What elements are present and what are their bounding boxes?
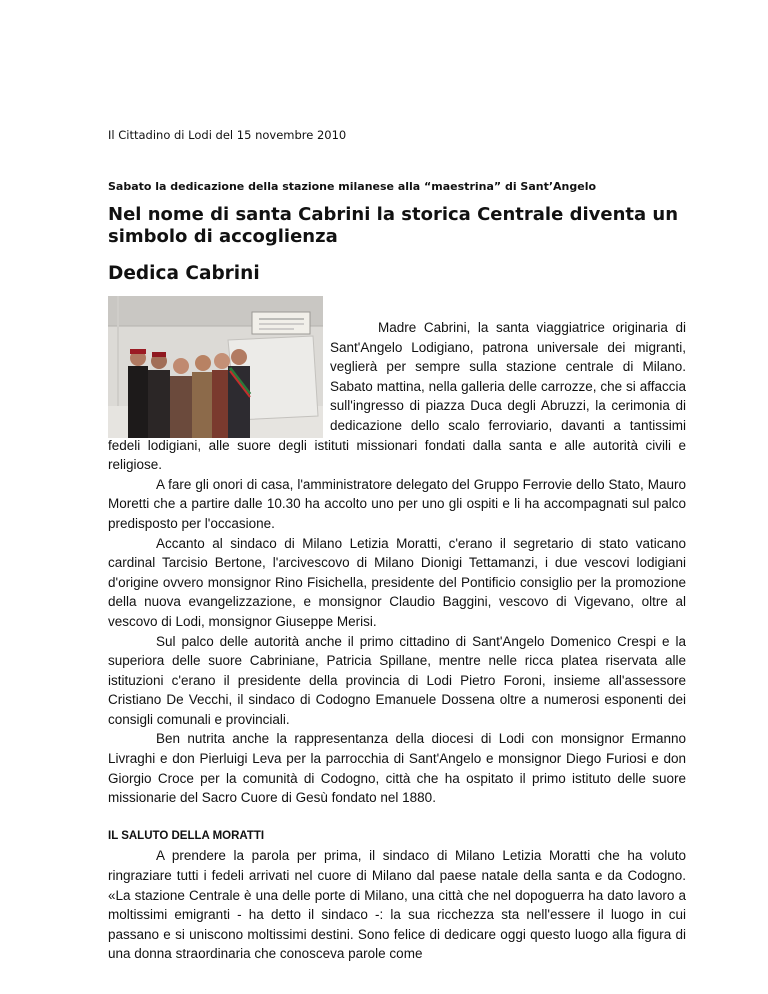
section-title: IL SALUTO DELLA MORATTI [108,829,265,842]
paragraph: Ben nutrita anche la rappresentanza della diocesi di Lodi con monsignor Ermanno Livraghi e don Pierluigi Leva per la parrocchia di Sant'Angelo e monsignor Diego Furiosi e don Giorgio Croce per la comunità di Codogno, città che ha ospitato il primo istituto delle suore missionarie del Sacro Cuore di Gesù fondato nel 1880. [108,731,686,806]
paragraph: Madre Cabrini, la santa viaggiatrice originaria di Sant'Angelo Lodigiano, patrona universale dei migranti, veglierà per sempre sulla stazione centrale di Milano. Sabato mattina, nella galleria delle carrozze, che si affaccia sull'ingresso di piazza Duca degli Abruzzi, la cerimonia di dedicazione dello scalo ferroviario, davanti a tantissimi fedeli lodigiani, alle suore degli istituti missionari fondati dalla santa e alle autorità civili e religiose. [108,320,686,473]
paragraph: Accanto al sindaco di Milano Letizia Moratti, c'erano il segretario di stato vaticano cardinal Tarcisio Bertone, l'arcivescovo di Milano Dionigi Tettamanzi, i due vescovi lodigiani d'origine ovvero monsignor Rino Fisichella, presidente del Pontificio consiglio per la promozione della nuova evangelizzazione, e monsignor Claudio Baggini, vescovo di Vigevano, oltre al vescovo di Lodi, monsignor Giuseppe Merisi. [108,535,686,629]
subhead: Dedica Cabrini [108,263,260,284]
paragraph: A fare gli onori di casa, l'amministratore delegato del Gruppo Ferrovie dello Stato, Mauro Moretti che a partire dalle 10.30 ha accolto uno per uno gli ospiti e li ha accompagnati sul palco predisposto per l'occasione. [108,476,686,531]
photo-spacer [108,318,330,416]
paragraph: A prendere la parola per prima, il sindaco di Milano Letizia Moratti che ha voluto ringraziare tutti i fedeli arrivati nel cuore di Milano dal paese natale della santa e da Codogno. «La stazione Centrale è una delle porte di Milano, una città che nel dopoguerra ha dato lavoro a moltissimi emigranti - ha detto il sindaco -: la sua ricchezza sta nell'essere il luogo in cui passano e si uniscono moltissimi destini. Sono felice di dedicare oggi questo luogo alla figura di una donna straordinaria che conosceva parole come [108,848,686,962]
source-line: Il Cittadino di Lodi del 15 novembre 2010 [108,128,347,142]
article-body [108,318,686,964]
kicker: Sabato la dedicazione della stazione milanese alla “maestrina” di Sant’Angelo [108,180,597,193]
paragraph: Sul palco delle autorità anche il primo cittadino di Sant'Angelo Domenico Crespi e la superiora delle suore Cabriniane, Patricia Spillane, mentre nelle ricca platea riservata alle istituzioni c'erano il presidente della provincia di Lodi Pietro Foroni, insieme all'assessore Cristiano De Vecchi, il sindaco di Codogno Emanuele Dossena oltre a numerosi esponenti dei consigli comunali e provinciali. [108,633,686,727]
headline: Nel nome di santa Cabrini la storica Centrale diventa un simbolo di accoglienza [108,204,679,247]
